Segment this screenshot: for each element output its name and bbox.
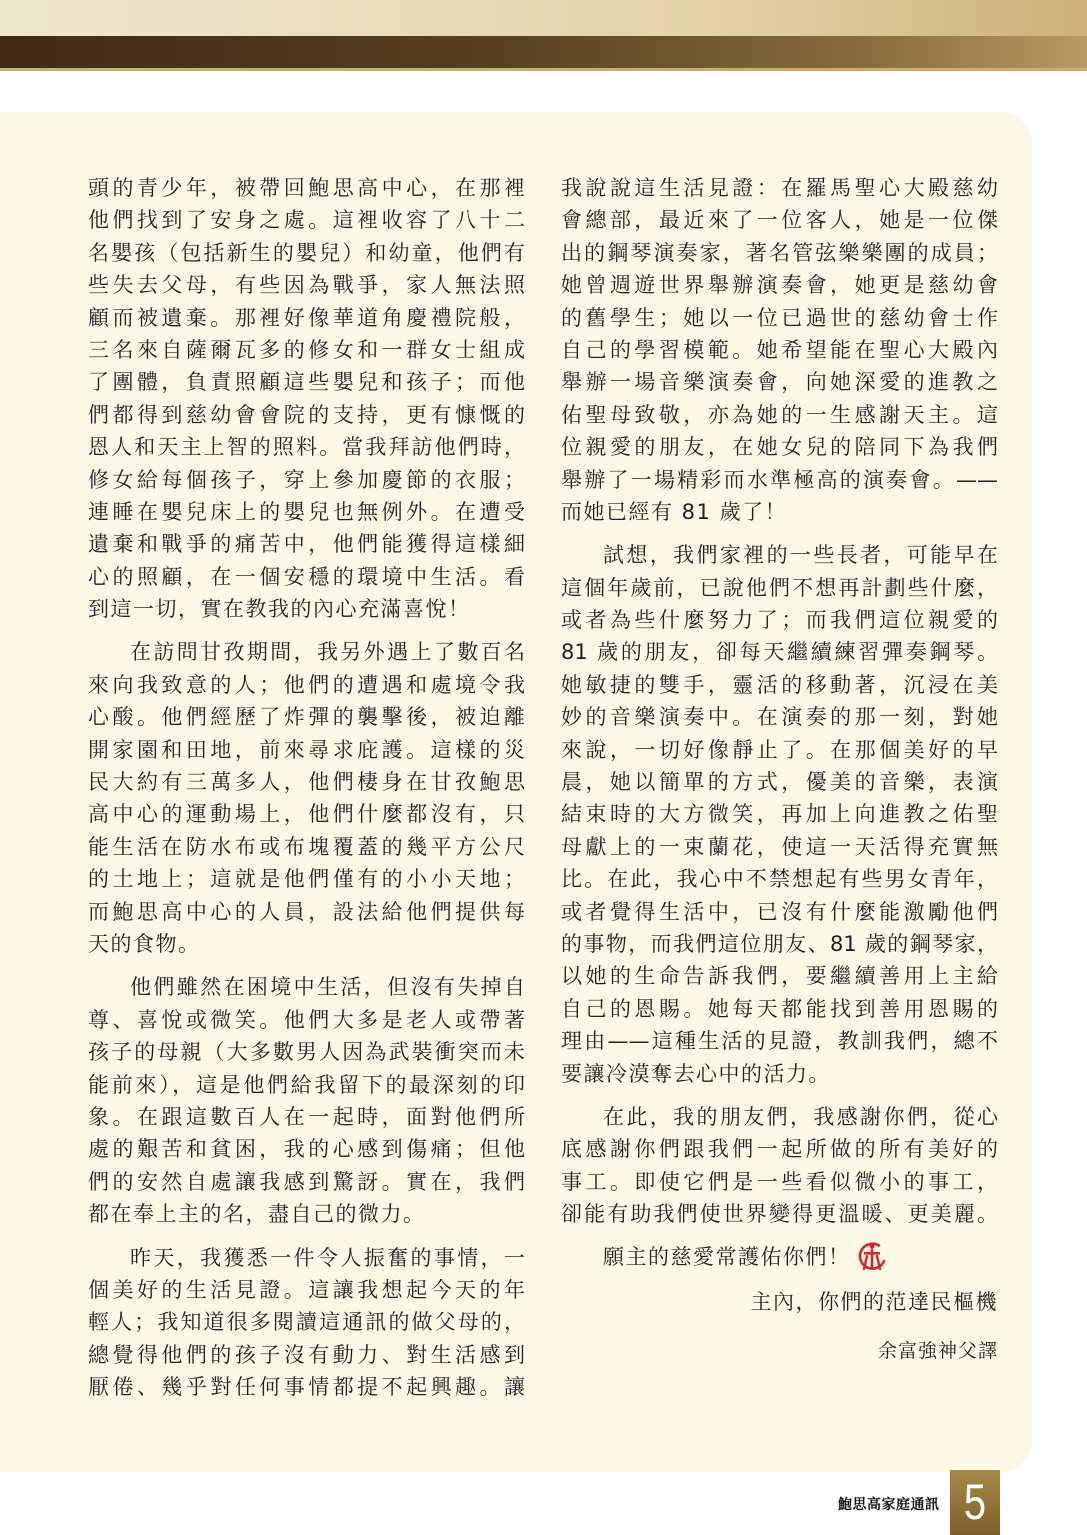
text-line: 會總部，最近來了一位客人，她是一位傑	[561, 208, 998, 233]
text-line: 佑聖母致敬，亦為她的一生感謝天主。這	[561, 402, 998, 427]
text-line: 底感謝你們跟我們一起所做的所有美好的	[561, 1137, 998, 1162]
text-line: 事工。即使它們是一些看似微小的事工，	[561, 1169, 998, 1194]
text-line: 以她的生命告訴我們，要繼續善用上主給	[561, 964, 998, 989]
text-line: 恩人和天主上智的照料。當我拜訪他們時，	[88, 435, 525, 460]
salesian-emblem-icon	[857, 1241, 887, 1273]
text-line: 的舊學生；她以一位已過世的慈幼會士作	[561, 305, 998, 330]
paragraph	[88, 1242, 525, 1404]
text-line: 他們雖然在困境中生活，但沒有失掉自	[130, 975, 525, 1000]
text-line: 的土地上；這就是他們僅有的小小天地；	[88, 867, 525, 892]
text-line: 她敏捷的雙手，靈活的移動著，沉浸在美	[561, 672, 998, 697]
text-line: 或者覺得生活中，已沒有什麼能激勵他們	[561, 899, 998, 924]
page-number: 5	[963, 1474, 987, 1530]
text-line: 昨天，我獲悉一件令人振奮的事情，一	[130, 1245, 525, 1270]
text-line: 了團體，負責照顧這些嬰兒和孩子；而他	[88, 370, 525, 395]
text-line: 舉辦一場音樂演奏會，向她深愛的進教之	[561, 370, 998, 395]
text-line: 孩子的母親（大多數男人因為武裝衝突而未	[88, 1040, 525, 1065]
publication-title: 鮑思高家庭通訊	[838, 1497, 940, 1513]
closing-blessing	[561, 1241, 998, 1273]
paragraph	[88, 172, 525, 625]
text-line: 比。在此，我心中不禁想起有些男女青年，	[561, 867, 998, 892]
text-line: 們的安然自處讓我感到驚訝。實在，我們	[88, 1169, 525, 1194]
paragraph	[561, 1101, 998, 1231]
text-line: 頭的青少年，被帶回鮑思高中心，在那裡	[88, 176, 525, 200]
text-line: 而她已經有 81 歲了！	[561, 499, 788, 524]
signature: 主內，你們的范達民樞機	[750, 1289, 998, 1314]
text-line: 三名來自薩爾瓦多的修女和一群女士組成	[88, 337, 525, 362]
text-line: 或者為些什麼努力了；而我們這位親愛的	[561, 608, 998, 633]
text-line: 試想，我們家裡的一些長者，可能早在	[603, 543, 998, 568]
text-line: 位親愛的朋友，在她女兒的陪同下為我們	[561, 435, 998, 460]
text-line: 處的艱苦和貧困，我的心感到傷痛；但他	[88, 1137, 525, 1162]
text-line: 修女給每個孩子，穿上參加慶節的衣服；	[88, 467, 525, 492]
text-line: 舉辦了一場精彩而水準極高的演奏會。——	[561, 467, 998, 492]
text-line: 晨，她以簡單的方式，優美的音樂，表演	[561, 770, 998, 795]
text-line: 到這一切，實在教我的內心充滿喜悅！	[88, 597, 471, 622]
text-line: 連睡在嬰兒床上的嬰兒也無例外。在遭受	[88, 499, 525, 524]
left-column	[88, 172, 525, 1403]
text-line: 輕人；我知道很多閱讀這通訊的做父母的，	[88, 1310, 525, 1335]
text-line: 尊、喜悅或微笑。他們大多是老人或帶著	[88, 1007, 525, 1032]
translator-credit: 余富強神父譯	[877, 1340, 998, 1363]
header-band-rule	[0, 68, 1087, 71]
header-band-dark	[0, 36, 1087, 68]
text-line: 母獻上的一束蘭花，使這一天活得充實無	[561, 834, 998, 859]
blessing-text: 願主的慈愛常護佑你們！	[603, 1244, 851, 1269]
text-line: 開家園和田地，前來尋求庇護。這樣的災	[88, 737, 525, 762]
text-line: 象。在跟這數百人在一起時，面對他們所	[88, 1104, 525, 1129]
text-line: 能生活在防水布或布塊覆蓋的幾平方公尺	[88, 834, 525, 859]
text-line: 高中心的運動場上，他們什麼都沒有，只	[88, 802, 525, 827]
text-line: 結束時的大方微笑，再加上向進教之佑聖	[561, 802, 998, 827]
text-line: 在訪問甘孜期間，我另外遇上了數百名	[130, 640, 525, 665]
right-column	[561, 172, 998, 1368]
text-line: 的事物，而我們這位朋友、81 歲的鋼琴家，	[561, 931, 998, 956]
text-line: 卻能有助我們使世界變得更溫暖、更美麗。	[561, 1202, 998, 1227]
text-line: 理由——這種生活的見證，教訓我們，總不	[561, 1029, 998, 1054]
text-line: 厭倦、幾乎對任何事情都提不起興趣。讓	[88, 1375, 525, 1400]
text-line: 個美好的生活見證。這讓我想起今天的年	[88, 1277, 525, 1302]
text-line: 來向我致意的人；他們的遭遇和處境令我	[88, 672, 525, 697]
text-line: 遺棄和戰爭的痛苦中，他們能獲得這樣細	[88, 532, 525, 557]
paragraph	[88, 636, 525, 960]
text-line: 們都得到慈幼會會院的支持，更有慷慨的	[88, 402, 525, 427]
paragraph	[561, 539, 998, 1090]
text-line: 能前來），這是他們給我留下的最深刻的印	[88, 1072, 525, 1097]
text-line: 天的食物。	[88, 931, 201, 956]
header-band-light	[0, 0, 1087, 36]
text-line: 妙的音樂演奏中。在演奏的那一刻，對她	[561, 705, 998, 730]
page-number-box	[950, 1470, 1000, 1535]
text-line: 自己的恩賜。她每天都能找到善用恩賜的	[561, 996, 998, 1021]
text-line: 我說說這生活見證：在羅馬聖心大殿慈幼	[561, 176, 998, 200]
text-line: 這個年歲前，已說他們不想再計劃些什麼，	[561, 575, 998, 600]
text-line: 81 歲的朋友，卻每天繼續練習彈奏鋼琴。	[561, 640, 998, 665]
text-line: 都在奉上主的名，盡自己的微力。	[88, 1202, 426, 1227]
text-line: 心的照顧，在一個安穩的環境中生活。看	[88, 564, 525, 589]
text-line: 她曾週遊世界舉辦演奏會，她更是慈幼會	[561, 273, 998, 298]
paragraph	[88, 971, 525, 1230]
text-line: 總覺得他們的孩子沒有動力、對生活感到	[88, 1342, 525, 1367]
text-line: 要讓冷漠奪去心中的活力。	[561, 1061, 831, 1086]
text-line: 心酸。他們經歷了炸彈的襲擊後，被迫離	[88, 705, 525, 730]
text-line: 民大約有三萬多人，他們棲身在甘孜鮑思	[88, 770, 525, 795]
text-line: 而鮑思高中心的人員，設法給他們提供每	[88, 899, 525, 924]
text-line: 名嬰孩（包括新生的嬰兒）和幼童，他們有	[88, 240, 525, 265]
text-line: 自己的學習模範。她希望能在聖心大殿內	[561, 337, 998, 362]
text-line: 些失去父母，有些因為戰爭，家人無法照	[88, 273, 525, 298]
text-line: 他們找到了安身之處。這裡收容了八十二	[88, 208, 525, 233]
paragraph	[561, 172, 998, 528]
text-line: 在此，我的朋友們，我感謝你們，從心	[603, 1104, 998, 1129]
text-line: 顧而被遺棄。那裡好像華道角慶禮院般，	[88, 305, 525, 330]
text-line: 出的鋼琴演奏家，著名管弦樂樂團的成員；	[561, 240, 998, 265]
text-line: 來說，一切好像靜止了。在那個美好的早	[561, 737, 998, 762]
